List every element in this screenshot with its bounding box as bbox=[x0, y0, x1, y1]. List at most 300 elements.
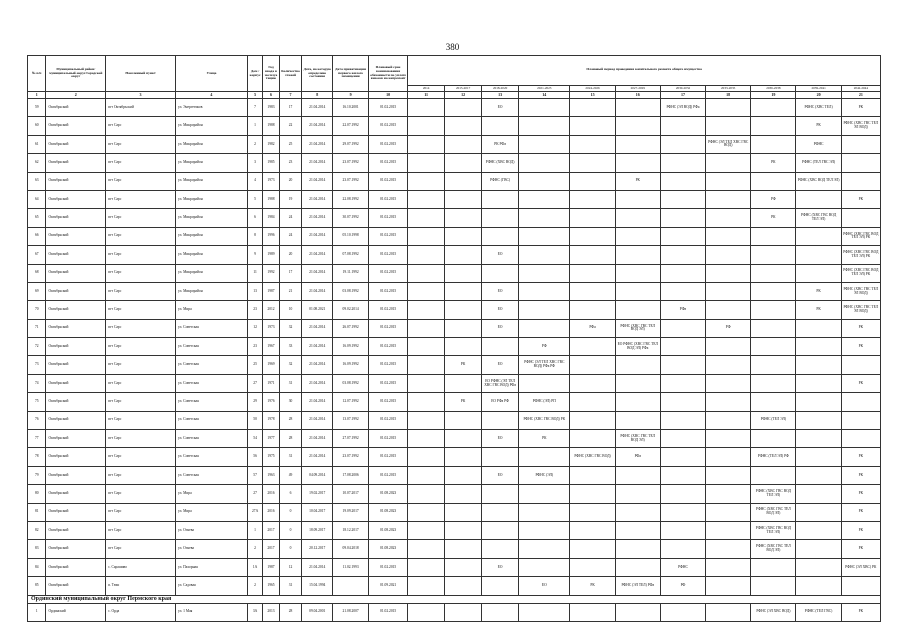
cell-floors: 6 bbox=[279, 485, 302, 503]
cell-period bbox=[519, 558, 570, 576]
cell-n: 78 bbox=[28, 448, 46, 466]
cell-house: 2 bbox=[247, 540, 262, 558]
cell-d2: 16.10.2001 bbox=[333, 99, 369, 117]
cell-period bbox=[570, 558, 615, 576]
cell-d1: 21.04.2014 bbox=[302, 282, 333, 300]
cell-period bbox=[570, 540, 615, 558]
cell-period: РК bbox=[445, 393, 482, 411]
cell-house: 27 bbox=[247, 485, 262, 503]
cell-period bbox=[841, 356, 880, 374]
cell-period: РФНС (ХВС ГВС ТЕЛ ВОД ЭЛ) bbox=[751, 540, 796, 558]
cell-period bbox=[796, 521, 841, 539]
table-row bbox=[28, 172, 881, 190]
table-row bbox=[28, 411, 881, 429]
cell-period: РК bbox=[796, 301, 841, 319]
cell-house: 9 bbox=[247, 246, 262, 264]
cell-period bbox=[615, 411, 660, 429]
cell-d3: 01.02.2015 bbox=[369, 411, 408, 429]
cell-year: 1975 bbox=[263, 448, 279, 466]
cell-period: РК bbox=[841, 448, 880, 466]
cell-period bbox=[519, 319, 570, 337]
header-house: Дом / корпус bbox=[247, 56, 262, 92]
cell-period: РФНС (ХВС ГВС ТЕЛ ЭЛ ВОД) bbox=[841, 301, 880, 319]
cell-n: 77 bbox=[28, 430, 46, 448]
cell-period: РК bbox=[841, 466, 880, 484]
cell-set: пгт Сарс bbox=[106, 448, 176, 466]
cell-mun: Октябрьский bbox=[46, 393, 106, 411]
cell-period bbox=[751, 99, 796, 117]
cell-n: 69 bbox=[28, 282, 46, 300]
table-row bbox=[28, 246, 881, 264]
cell-house: 12 bbox=[247, 319, 262, 337]
cell-period bbox=[751, 338, 796, 356]
cell-period bbox=[796, 466, 841, 484]
cell-period: ЕО bbox=[482, 430, 519, 448]
cell-d3: 01.02.2015 bbox=[369, 558, 408, 576]
cell-street: ул. Пахорная bbox=[175, 558, 247, 576]
cell-d2: 21.08.2007 bbox=[333, 603, 369, 621]
cell-period: РФНС (ХВС ГВС ВОД ТЕЛ ЭЛ) РК bbox=[841, 246, 880, 264]
cell-year: 1973 bbox=[263, 172, 279, 190]
cell-house: 8 bbox=[247, 227, 262, 245]
cell-period bbox=[482, 190, 519, 208]
cell-d2: 09.04.2018 bbox=[333, 540, 369, 558]
cell-period bbox=[615, 503, 660, 521]
cell-set: п. Тюш bbox=[106, 577, 176, 595]
cell-d2: 11.02.1993 bbox=[333, 558, 369, 576]
cell-mun: Октябрьский bbox=[46, 319, 106, 337]
cell-period bbox=[660, 264, 705, 282]
cell-d1: 21.04.2014 bbox=[302, 558, 333, 576]
cell-period: РК bbox=[519, 430, 570, 448]
cell-period bbox=[408, 227, 445, 245]
cell-period bbox=[615, 135, 660, 153]
cell-year: 1984 bbox=[263, 209, 279, 227]
cell-period bbox=[660, 246, 705, 264]
column-number: 8 bbox=[302, 92, 333, 99]
cell-d3: 01.08.2023 bbox=[369, 485, 408, 503]
table-row bbox=[28, 540, 881, 558]
cell-period bbox=[660, 485, 705, 503]
cell-d2: 23.07.1992 bbox=[333, 448, 369, 466]
header-street: Улица bbox=[175, 56, 247, 92]
header-row bbox=[28, 56, 881, 86]
cell-d2: 17.08.2006 bbox=[333, 466, 369, 484]
section-title: Ординский муниципальный округ Пермского края bbox=[28, 595, 881, 603]
cell-period: РК bbox=[445, 356, 482, 374]
cell-period bbox=[660, 430, 705, 448]
cell-period bbox=[445, 190, 482, 208]
cell-d3: 01.08.2023 bbox=[369, 503, 408, 521]
cell-period bbox=[841, 154, 880, 172]
header-period: 2014 bbox=[408, 85, 445, 91]
cell-n: 74 bbox=[28, 374, 46, 392]
cell-house: 2 bbox=[247, 577, 262, 595]
table-row bbox=[28, 356, 881, 374]
cell-period bbox=[660, 338, 705, 356]
table-row bbox=[28, 264, 881, 282]
cell-period bbox=[841, 135, 880, 153]
cell-n: 83 bbox=[28, 540, 46, 558]
cell-period: РК bbox=[796, 282, 841, 300]
cell-d2: 23.07.1992 bbox=[333, 154, 369, 172]
table-row bbox=[28, 227, 881, 245]
cell-d2: 09.02.2014 bbox=[333, 301, 369, 319]
cell-period bbox=[841, 209, 880, 227]
cell-year: 1996 bbox=[263, 227, 279, 245]
cell-period bbox=[615, 466, 660, 484]
cell-period bbox=[570, 521, 615, 539]
cell-period bbox=[570, 227, 615, 245]
cell-house: 54 bbox=[247, 430, 262, 448]
cell-period: ЕО РФНС (ХВС ГВС ТЕЛ ВОД ЭЛ) РФа bbox=[615, 338, 660, 356]
cell-period: РФНС (ХВС ГВС ТЕЛ ВОД ЭЛ) bbox=[615, 319, 660, 337]
cell-period bbox=[482, 521, 519, 539]
capital-repair-table bbox=[27, 55, 881, 622]
cell-period bbox=[408, 448, 445, 466]
cell-period bbox=[660, 319, 705, 337]
cell-period bbox=[408, 282, 445, 300]
cell-set: пгт Сарс bbox=[106, 356, 176, 374]
cell-street: ул. Мира bbox=[175, 485, 247, 503]
cell-period: ЕО РФа РФ bbox=[482, 393, 519, 411]
page-number: 380 bbox=[445, 42, 460, 52]
cell-period bbox=[706, 466, 751, 484]
cell-period bbox=[615, 558, 660, 576]
cell-period: РФНС (ХВС ГВС ВОД) bbox=[570, 448, 615, 466]
cell-d3: 01.02.2015 bbox=[369, 154, 408, 172]
cell-year: 1963 bbox=[263, 466, 279, 484]
cell-period bbox=[482, 264, 519, 282]
cell-d3: 01.08.2023 bbox=[369, 521, 408, 539]
cell-street: ул. Огнева bbox=[175, 540, 247, 558]
cell-street: ул. Микрорайон bbox=[175, 172, 247, 190]
cell-street: ул. Микрорайон bbox=[175, 209, 247, 227]
cell-d2: 16.09.1992 bbox=[333, 356, 369, 374]
header-period: 2036-2038 bbox=[751, 85, 796, 91]
cell-period bbox=[519, 503, 570, 521]
cell-period bbox=[482, 227, 519, 245]
cell-street: ул. Микрорайон bbox=[175, 154, 247, 172]
cell-d3: 01.02.2015 bbox=[369, 319, 408, 337]
cell-period bbox=[706, 374, 751, 392]
cell-d2: 19.09.2017 bbox=[333, 503, 369, 521]
cell-period: РФНС (ТЕЛ ЭЛ) РФ bbox=[751, 448, 796, 466]
cell-floors: 0 bbox=[279, 540, 302, 558]
cell-period: ЕО bbox=[482, 466, 519, 484]
cell-set: пгт Сарс bbox=[106, 135, 176, 153]
cell-period: ЕО bbox=[482, 356, 519, 374]
cell-period: РФ bbox=[660, 577, 705, 595]
cell-period bbox=[751, 430, 796, 448]
table-body bbox=[28, 99, 881, 622]
cell-set: пгт Сарс bbox=[106, 393, 176, 411]
cell-street: ул. Советская bbox=[175, 338, 247, 356]
cell-year: 1971 bbox=[263, 374, 279, 392]
cell-period: РК bbox=[841, 521, 880, 539]
cell-period bbox=[445, 154, 482, 172]
cell-d1: 21.04.2014 bbox=[302, 117, 333, 135]
cell-floors: 32 bbox=[279, 319, 302, 337]
cell-period: РФНС (ХВС ГВС ВОД ТЕЛ ЭЛ) РК bbox=[841, 264, 880, 282]
cell-period bbox=[796, 577, 841, 595]
cell-period bbox=[706, 577, 751, 595]
cell-d1: 21.04.2014 bbox=[302, 99, 333, 117]
cell-mun: Октябрьский bbox=[46, 117, 106, 135]
cell-period bbox=[408, 503, 445, 521]
cell-period bbox=[706, 411, 751, 429]
column-number: 2 bbox=[46, 92, 106, 99]
cell-period: РФ bbox=[519, 338, 570, 356]
cell-house: 2 bbox=[247, 135, 262, 153]
cell-period bbox=[796, 356, 841, 374]
cell-period bbox=[615, 521, 660, 539]
cell-set: пгт Сарс bbox=[106, 172, 176, 190]
cell-n: 67 bbox=[28, 246, 46, 264]
cell-period bbox=[706, 603, 751, 621]
cell-mun: Октябрьский bbox=[46, 172, 106, 190]
cell-period: РФНС (ЭЛ ТЕЛ) РФа bbox=[615, 577, 660, 595]
cell-period bbox=[615, 209, 660, 227]
table-row bbox=[28, 282, 881, 300]
cell-n: 76 bbox=[28, 411, 46, 429]
cell-period bbox=[570, 117, 615, 135]
cell-period bbox=[570, 190, 615, 208]
cell-n: 70 bbox=[28, 301, 46, 319]
cell-period bbox=[751, 319, 796, 337]
cell-street: ул. Мира bbox=[175, 503, 247, 521]
cell-period: РФНС (ХВС ГВС ТЕЛ ВОД ЭЛ) bbox=[751, 503, 796, 521]
cell-mun: Октябрьский bbox=[46, 485, 106, 503]
column-number: 5 bbox=[247, 92, 262, 99]
cell-period bbox=[408, 246, 445, 264]
cell-d1: 21.04.2014 bbox=[302, 338, 333, 356]
cell-period: РК bbox=[796, 117, 841, 135]
cell-d2 bbox=[333, 577, 369, 595]
cell-street: ул. Микрорайон bbox=[175, 190, 247, 208]
column-number: 19 bbox=[751, 92, 796, 99]
cell-d3: 01.02.2015 bbox=[369, 190, 408, 208]
cell-period bbox=[482, 411, 519, 429]
cell-period bbox=[706, 540, 751, 558]
cell-floors: 24 bbox=[279, 209, 302, 227]
cell-period bbox=[706, 99, 751, 117]
cell-period bbox=[751, 466, 796, 484]
cell-period bbox=[751, 356, 796, 374]
cell-period bbox=[570, 135, 615, 153]
cell-period bbox=[570, 485, 615, 503]
cell-period bbox=[706, 356, 751, 374]
cell-period bbox=[445, 227, 482, 245]
cell-n: 72 bbox=[28, 338, 46, 356]
cell-house: 7 bbox=[247, 99, 262, 117]
cell-period bbox=[796, 448, 841, 466]
cell-period bbox=[570, 503, 615, 521]
cell-house: 23 bbox=[247, 301, 262, 319]
cell-d2: 03.08.1992 bbox=[333, 374, 369, 392]
cell-period: РК РФа bbox=[482, 135, 519, 153]
cell-period bbox=[706, 264, 751, 282]
cell-period bbox=[796, 558, 841, 576]
cell-period bbox=[615, 356, 660, 374]
cell-period bbox=[408, 540, 445, 558]
cell-mun: Октябрьский bbox=[46, 135, 106, 153]
cell-house: 25 bbox=[247, 356, 262, 374]
cell-d2: 30.07.1992 bbox=[333, 209, 369, 227]
cell-house: 56 bbox=[247, 448, 262, 466]
cell-d3: 01.02.2015 bbox=[369, 246, 408, 264]
cell-house: 29 bbox=[247, 393, 262, 411]
cell-period: РК bbox=[841, 338, 880, 356]
table-row bbox=[28, 393, 881, 411]
cell-floors: 28 bbox=[279, 411, 302, 429]
table-row bbox=[28, 485, 881, 503]
cell-d1: 21.04.2014 bbox=[302, 154, 333, 172]
cell-d3: 01.02.2015 bbox=[369, 264, 408, 282]
cell-mun: Октябрьский bbox=[46, 356, 106, 374]
cell-period bbox=[796, 411, 841, 429]
cell-period bbox=[706, 430, 751, 448]
cell-n: 73 bbox=[28, 356, 46, 374]
cell-mun: Октябрьский bbox=[46, 99, 106, 117]
cell-period bbox=[660, 190, 705, 208]
cell-period bbox=[408, 190, 445, 208]
cell-period bbox=[706, 227, 751, 245]
header-period: 2027-2029 bbox=[615, 85, 660, 91]
cell-floors: 17 bbox=[279, 99, 302, 117]
cell-year: 1982 bbox=[263, 135, 279, 153]
cell-period bbox=[615, 374, 660, 392]
cell-period bbox=[445, 430, 482, 448]
cell-street: ул. Советская bbox=[175, 374, 247, 392]
cell-period bbox=[445, 374, 482, 392]
cell-period bbox=[660, 356, 705, 374]
cell-period: РФНС (ЭЛ ХВС) РК bbox=[841, 558, 880, 576]
cell-period: РФНС (ТЕЛ ГВС ЭЛ) bbox=[796, 154, 841, 172]
cell-period bbox=[615, 264, 660, 282]
cell-mun: Октябрьский bbox=[46, 264, 106, 282]
cell-period bbox=[519, 448, 570, 466]
cell-period bbox=[445, 99, 482, 117]
cell-d1: 21.04.2014 bbox=[302, 374, 333, 392]
cell-period bbox=[660, 227, 705, 245]
cell-d1: 21.04.2014 bbox=[302, 319, 333, 337]
cell-mun: Ординский bbox=[46, 603, 106, 621]
cell-period bbox=[570, 282, 615, 300]
cell-floors: 22 bbox=[279, 117, 302, 135]
cell-period bbox=[706, 172, 751, 190]
cell-d1: 19.02.2017 bbox=[302, 485, 333, 503]
table-row bbox=[28, 319, 881, 337]
cell-year: 2016 bbox=[263, 485, 279, 503]
cell-house: 27 bbox=[247, 374, 262, 392]
cell-period: ЕО РФНС (ЭЛ ТЕЛ ХВС ГВС ВОД) РФа bbox=[482, 374, 519, 392]
cell-period bbox=[408, 301, 445, 319]
cell-period bbox=[660, 154, 705, 172]
cell-period bbox=[519, 227, 570, 245]
cell-street: ул. Энергетиков bbox=[175, 99, 247, 117]
cell-period: РФНС (ХВС ГВС ТЕЛ ЭЛ ВОД) bbox=[841, 117, 880, 135]
cell-n: 61 bbox=[28, 135, 46, 153]
cell-set: пгт Сарс bbox=[106, 485, 176, 503]
cell-d1: 18.09.2017 bbox=[302, 521, 333, 539]
cell-d1: 21.04.2014 bbox=[302, 209, 333, 227]
cell-period bbox=[445, 558, 482, 576]
cell-year: 1985 bbox=[263, 154, 279, 172]
cell-period bbox=[615, 485, 660, 503]
table-row bbox=[28, 448, 881, 466]
cell-period: ЕО bbox=[482, 246, 519, 264]
cell-period: РФНС (ЭЛ) РП bbox=[519, 393, 570, 411]
cell-period bbox=[796, 393, 841, 411]
cell-house: 1 bbox=[247, 117, 262, 135]
cell-period bbox=[519, 485, 570, 503]
cell-d3: 01.02.2015 bbox=[369, 430, 408, 448]
cell-period bbox=[660, 282, 705, 300]
cell-period bbox=[615, 154, 660, 172]
cell-d2: 19.11.1992 bbox=[333, 264, 369, 282]
cell-period bbox=[570, 374, 615, 392]
cell-house: 1 bbox=[247, 521, 262, 539]
cell-period bbox=[445, 411, 482, 429]
cell-set: пгт Сарс bbox=[106, 521, 176, 539]
cell-set: пгт Сарс bbox=[106, 411, 176, 429]
cell-house: 4 bbox=[247, 172, 262, 190]
cell-period: РК bbox=[841, 374, 880, 392]
cell-period bbox=[841, 577, 880, 595]
cell-period bbox=[706, 209, 751, 227]
cell-period bbox=[445, 282, 482, 300]
cell-period: РФНС (ХВС ГВС ВОД) РК bbox=[519, 411, 570, 429]
cell-period bbox=[660, 503, 705, 521]
cell-period bbox=[570, 154, 615, 172]
column-number: 16 bbox=[615, 92, 660, 99]
cell-period bbox=[519, 246, 570, 264]
cell-street: ул. 1 Мая bbox=[175, 603, 247, 621]
cell-period bbox=[408, 356, 445, 374]
cell-period bbox=[408, 603, 445, 621]
column-number: 17 bbox=[660, 92, 705, 99]
cell-d2: 13.07.1992 bbox=[333, 411, 369, 429]
cell-period bbox=[706, 246, 751, 264]
cell-d2: 05.10.1998 bbox=[333, 227, 369, 245]
cell-year: 2016 bbox=[263, 503, 279, 521]
cell-set: с. Орда bbox=[106, 603, 176, 621]
cell-mun: Октябрьский bbox=[46, 577, 106, 595]
cell-period: РФНС (ХВС ГВС ВОД ТЕЛ ЭЛ) РК bbox=[841, 227, 880, 245]
cell-d3: 01.02.2015 bbox=[369, 356, 408, 374]
cell-period bbox=[796, 264, 841, 282]
cell-mun: Октябрьский bbox=[46, 448, 106, 466]
cell-d1: 21.04.2014 bbox=[302, 172, 333, 190]
cell-street: ул. Советская bbox=[175, 393, 247, 411]
column-number: 3 bbox=[106, 92, 176, 99]
cell-period bbox=[706, 558, 751, 576]
cell-period bbox=[796, 374, 841, 392]
cell-set: пгт Сарс bbox=[106, 227, 176, 245]
header-date-first-privatization: Дата приватизации первого жилого помещения bbox=[333, 56, 369, 92]
cell-house: 23 bbox=[247, 338, 262, 356]
cell-street: ул. Микрорайон bbox=[175, 135, 247, 153]
cell-period bbox=[408, 466, 445, 484]
cell-mun: Октябрьский bbox=[46, 430, 106, 448]
cell-house: 13 bbox=[247, 282, 262, 300]
cell-d1: 10.04.2017 bbox=[302, 503, 333, 521]
cell-period: РФ bbox=[706, 319, 751, 337]
cell-n: 60 bbox=[28, 117, 46, 135]
cell-period bbox=[519, 264, 570, 282]
cell-n: 84 bbox=[28, 558, 46, 576]
